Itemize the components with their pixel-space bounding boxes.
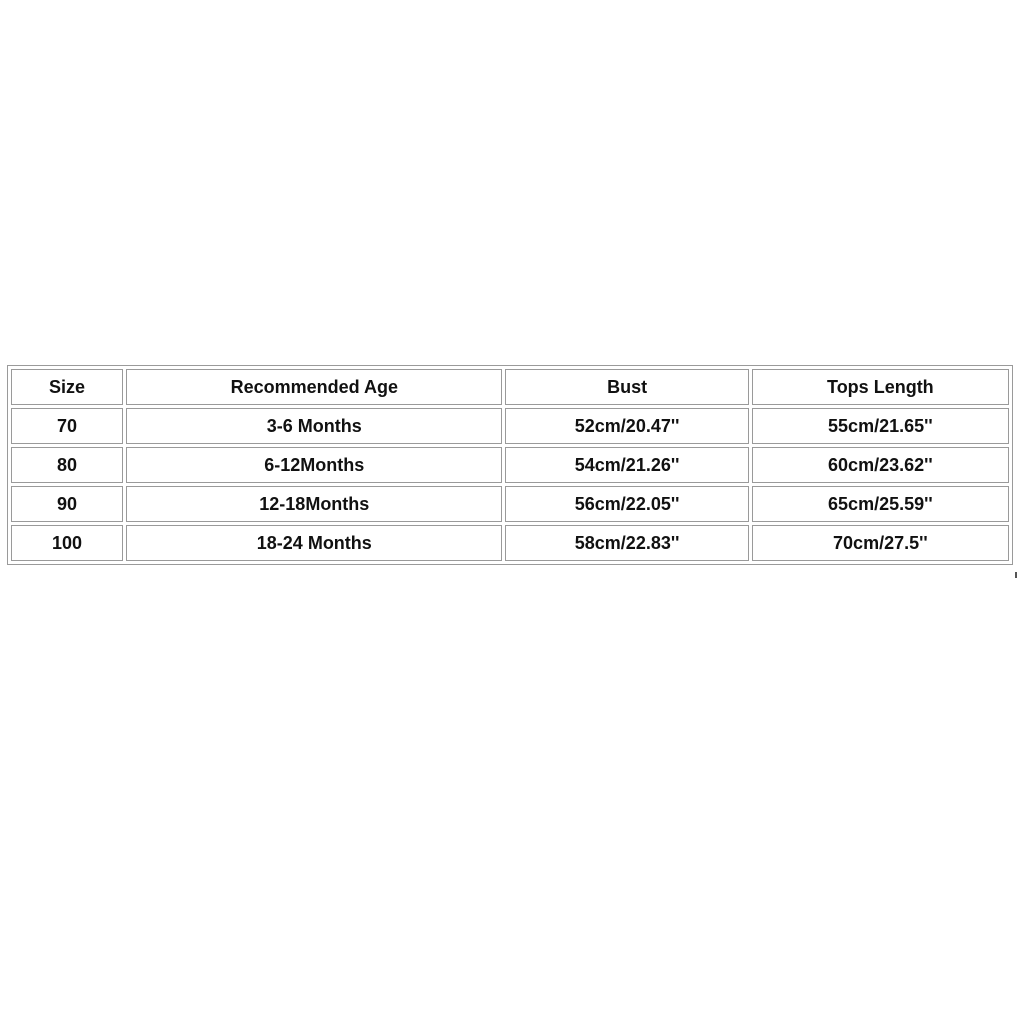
cell-recommended-age: 12-18Months (126, 486, 502, 522)
header-bust: Bust (505, 369, 748, 405)
cell-tops-length: 55cm/21.65'' (752, 408, 1009, 444)
size-chart-table (7, 365, 1013, 565)
header-recommended-age: Recommended Age (126, 369, 502, 405)
table-header-row (11, 369, 1009, 405)
cell-tops-length: 70cm/27.5'' (752, 525, 1009, 561)
cell-size: 70 (11, 408, 123, 444)
cell-size: 100 (11, 525, 123, 561)
table-row (11, 408, 1009, 444)
cell-bust: 52cm/20.47'' (505, 408, 748, 444)
header-size: Size (11, 369, 123, 405)
table-row (11, 486, 1009, 522)
cell-recommended-age: 18-24 Months (126, 525, 502, 561)
cell-size: 90 (11, 486, 123, 522)
table-row (11, 447, 1009, 483)
cell-recommended-age: 6-12Months (126, 447, 502, 483)
cell-bust: 58cm/22.83'' (505, 525, 748, 561)
header-tops-length: Tops Length (752, 369, 1009, 405)
table-row (11, 525, 1009, 561)
corner-mark (1015, 572, 1017, 578)
cell-recommended-age: 3-6 Months (126, 408, 502, 444)
cell-size: 80 (11, 447, 123, 483)
cell-tops-length: 65cm/25.59'' (752, 486, 1009, 522)
cell-bust: 54cm/21.26'' (505, 447, 748, 483)
cell-tops-length: 60cm/23.62'' (752, 447, 1009, 483)
cell-bust: 56cm/22.05'' (505, 486, 748, 522)
